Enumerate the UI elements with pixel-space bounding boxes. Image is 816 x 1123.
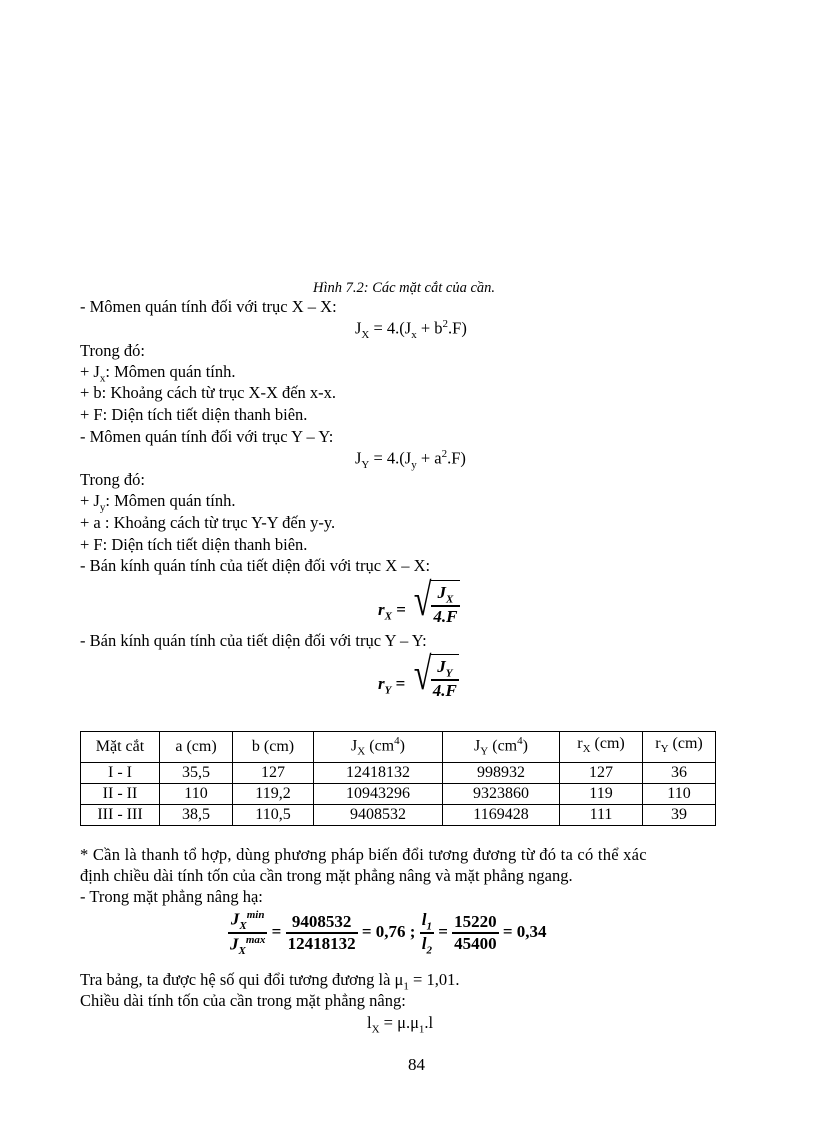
table-cell: 998932 [443, 762, 560, 783]
table-cell: 1169428 [443, 804, 560, 825]
item-b: + b: Khoảng cách từ trục X-X đến x-x. [80, 383, 337, 402]
paragraph-line-1: * Cần là thanh tổ hợp, dùng phương pháp biến đổi tương đương từ đó ta có thể xác [80, 845, 647, 864]
table-cell: 12418132 [314, 762, 443, 783]
equation-ratio: $\frac{J_X^{min}}{J_X^{max}}$ = $\frac{9408532}{12418132}$ = 0,76 ; $\frac{l_1}{l_2}$ = $\frac{15220}{45400}$ = 0,34 [230, 909, 547, 958]
table-cell: 39 [643, 804, 716, 825]
radius-y-heading: - Bán kính quán tính của tiết diện đối với trục Y – Y: [80, 631, 427, 650]
table-row [81, 804, 716, 825]
item-f-1: + F: Diện tích tiết diện thanh biên. [80, 405, 308, 424]
table-cell: 9408532 [314, 804, 443, 825]
table-cell: 35,5 [160, 762, 233, 783]
item-jy: + $J_y$: Mômen quán tính. [80, 491, 236, 514]
item-a: + a : Khoảng cách từ trục Y-Y đến y-y. [80, 513, 336, 532]
table-cell: III - III [81, 804, 160, 825]
table-row [81, 762, 716, 783]
item-jx: + $J_x$: Mômen quán tính. [80, 362, 236, 385]
table-cell: 110 [643, 783, 716, 804]
header-jy: $J_Y$ $(cm^4)$ [443, 732, 560, 763]
table-cell: 111 [560, 804, 643, 825]
length-heading: Chiều dài tính tốn của cần trong mặt phẳng nâng: [80, 991, 406, 1010]
equation-jy: $J_Y = 4.(J_y + a^2.F)$ [355, 448, 466, 471]
table-cell: 9323860 [443, 783, 560, 804]
equation-jx: $J_X = 4.(J_x + b^2.F)$ [355, 318, 467, 341]
equation-lx: $l_X = \mu.\mu_1.l$ [367, 1013, 434, 1036]
header-rx: $r_X$ (cm) [560, 732, 643, 763]
table-cell: 127 [233, 762, 314, 783]
lift-plane-heading: - Trong mặt phẳng nâng hạ: [80, 887, 263, 906]
paragraph-line-2: định chiều dài tính tốn của cần trong mặt phẳng nâng và mặt phẳng ngang. [80, 866, 573, 885]
table-row [81, 783, 716, 804]
table-lookup-line: Tra bảng, ta được hệ số qui đổi tương đương là $\mu_1 = 1,01$. [80, 970, 460, 993]
moment-y-heading: - Mômen quán tính đối với trục Y – Y: [80, 427, 334, 446]
header-b: b (cm) [233, 732, 314, 763]
table-cell: 36 [643, 762, 716, 783]
header-a: a (cm) [160, 732, 233, 763]
table-cell: 110 [160, 783, 233, 804]
figure-caption: Hình 7.2: Các mặt cắt của cần. [313, 280, 496, 296]
section-properties-table [80, 731, 716, 826]
table-cell: I - I [81, 762, 160, 783]
header-jx: $J_X$ $(cm^4)$ [314, 732, 443, 763]
equation-rx: $r_X$ = √ $\frac{J_X}{4.F}$ [378, 574, 458, 627]
table-cell: 127 [560, 762, 643, 783]
moment-x-heading: - Mômen quán tính đối với trục X – X: [80, 297, 337, 316]
equation-ry: $r_Y$ = √ $\frac{J_Y}{4.F}$ [378, 648, 457, 701]
table-cell: 119,2 [233, 783, 314, 804]
where-label-1: Trong đó: [80, 341, 145, 360]
page-number: 84 [408, 1055, 425, 1074]
table-cell: 10943296 [314, 783, 443, 804]
header-ry: $r_Y$ (cm) [643, 732, 716, 763]
radius-x-heading: - Bán kính quán tính của tiết diện đối với trục X – X: [80, 556, 431, 575]
table-cell: 119 [560, 783, 643, 804]
item-f-2: + F: Diện tích tiết diện thanh biên. [80, 535, 308, 554]
where-label-2: Trong đó: [80, 470, 145, 489]
table-cell: 38,5 [160, 804, 233, 825]
header-section: Mặt cắt [81, 732, 160, 763]
table-cell: 110,5 [233, 804, 314, 825]
table-cell: II - II [81, 783, 160, 804]
table-header-row [81, 732, 716, 763]
